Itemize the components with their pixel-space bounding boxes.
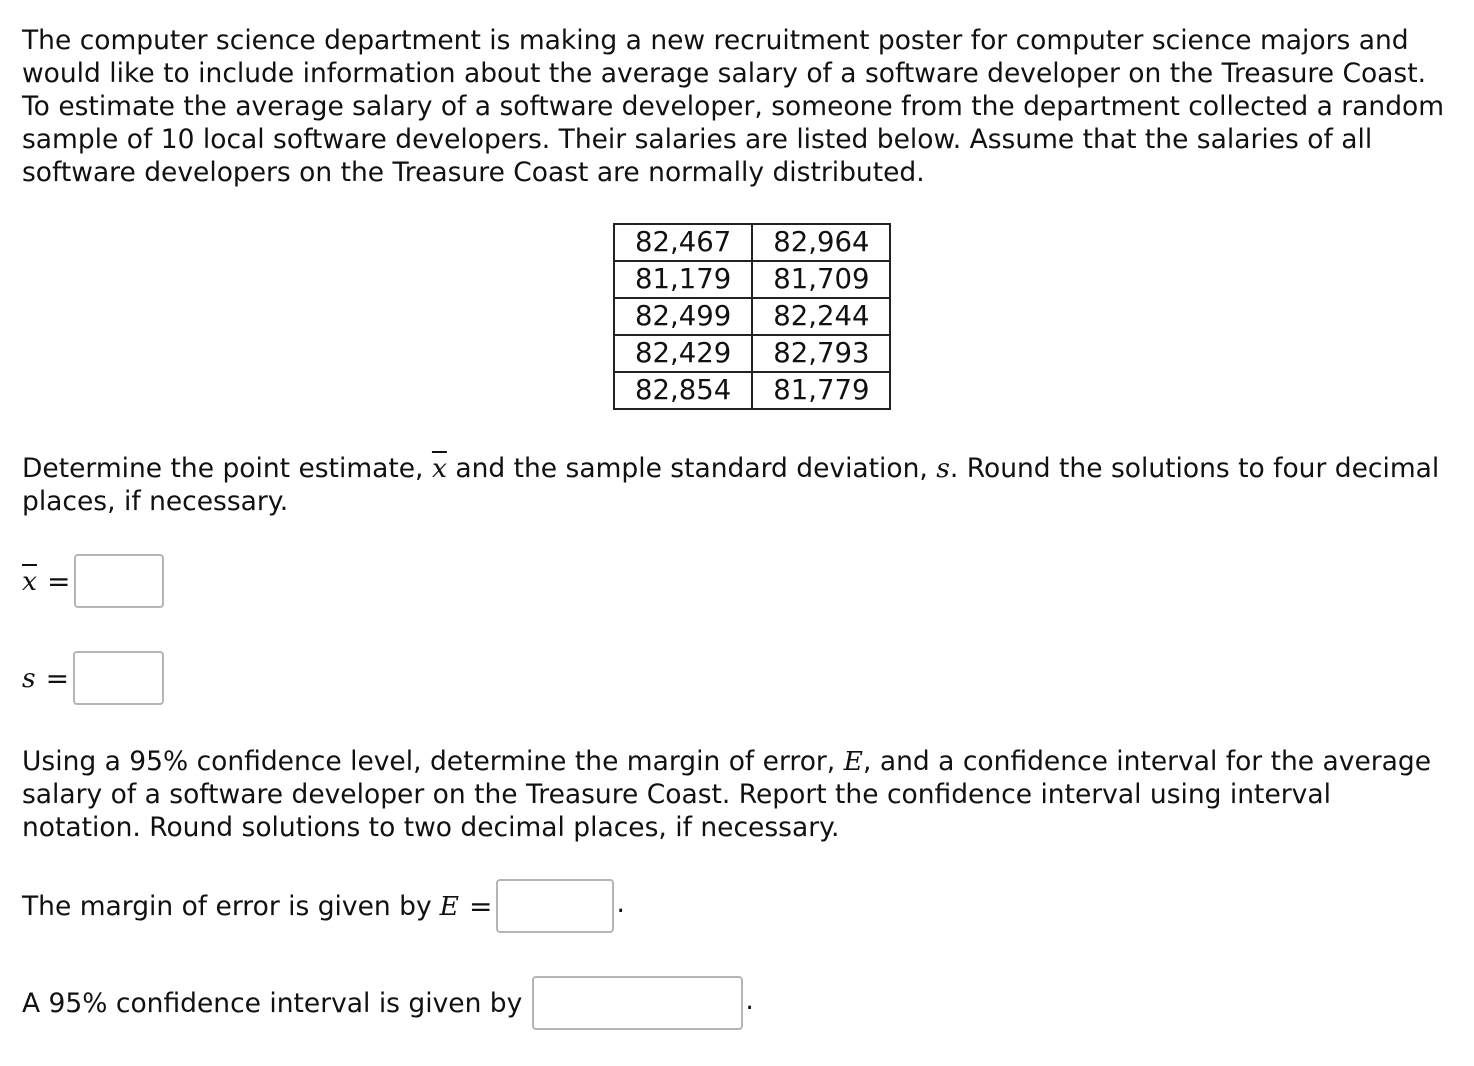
table-row (614, 335, 890, 372)
question-text: , and a confidence interval for the average salary of a software developer on the Treasure Coast. Report the confidence interval using interval notation. Round solutions to two decimal places, if necessary. (22, 746, 1432, 843)
s-symbol: s (936, 453, 950, 484)
problem-intro: The computer science department is making a new recruitment poster for computer science majors and would like to include information about the average salary of a software developer on the Treasure Coast. To estimate the average salary of a software developer, someone from the department collected a random sample of 10 local software developers. Their salaries are listed below. Assume that the salaries of all software developers on the Treasure Coast are normally distributed. (22, 25, 1445, 188)
table-row (614, 298, 890, 335)
xbar-label: $\overline{x}$ (22, 565, 37, 597)
s-answer-row (22, 651, 164, 705)
question-point-estimate (22, 452, 1452, 518)
period: . (745, 985, 754, 1016)
question-text: Determine the point estimate, (22, 453, 424, 484)
question-text: Using a 95% confidence level, determine the margin of error, (22, 746, 836, 777)
salary-cell: 82,793 (752, 335, 890, 372)
equals-sign: = (45, 661, 70, 695)
s-input[interactable] (73, 651, 164, 705)
table-row (614, 261, 890, 298)
xbar-input[interactable] (74, 554, 164, 608)
salary-cell: 82,964 (752, 224, 890, 261)
salary-cell: 81,779 (752, 372, 890, 409)
confidence-interval-input[interactable] (532, 976, 743, 1030)
question-text: and the sample standard deviation, (455, 453, 928, 484)
xbar-answer-row (22, 554, 164, 608)
xbar-symbol: $\overline{x}$ (431, 453, 447, 484)
question-confidence-interval (22, 745, 1432, 844)
margin-answer-row (22, 879, 625, 933)
salary-cell: 82,244 (752, 298, 890, 335)
salary-cell: 82,854 (614, 372, 752, 409)
salary-table (613, 223, 891, 410)
salary-cell: 81,179 (614, 261, 752, 298)
equals-sign: = (46, 564, 71, 598)
table-row (614, 224, 890, 261)
e-symbol: E (843, 746, 864, 777)
salary-cell: 82,499 (614, 298, 752, 335)
e-label: E (439, 890, 459, 922)
question-text: . Round the solutions to four decimal places, if necessary. (22, 453, 1440, 517)
equals-sign: = (468, 889, 493, 923)
margin-label: The margin of error is given by (22, 890, 432, 922)
margin-of-error-input[interactable] (496, 879, 614, 933)
salary-cell: 82,429 (614, 335, 752, 372)
interval-answer-row (22, 976, 754, 1030)
s-label: s (22, 662, 36, 694)
salary-cell: 81,709 (752, 261, 890, 298)
interval-label: A 95% confidence interval is given by (22, 987, 523, 1019)
table-row (614, 372, 890, 409)
period: . (616, 888, 625, 919)
salary-cell: 82,467 (614, 224, 752, 261)
